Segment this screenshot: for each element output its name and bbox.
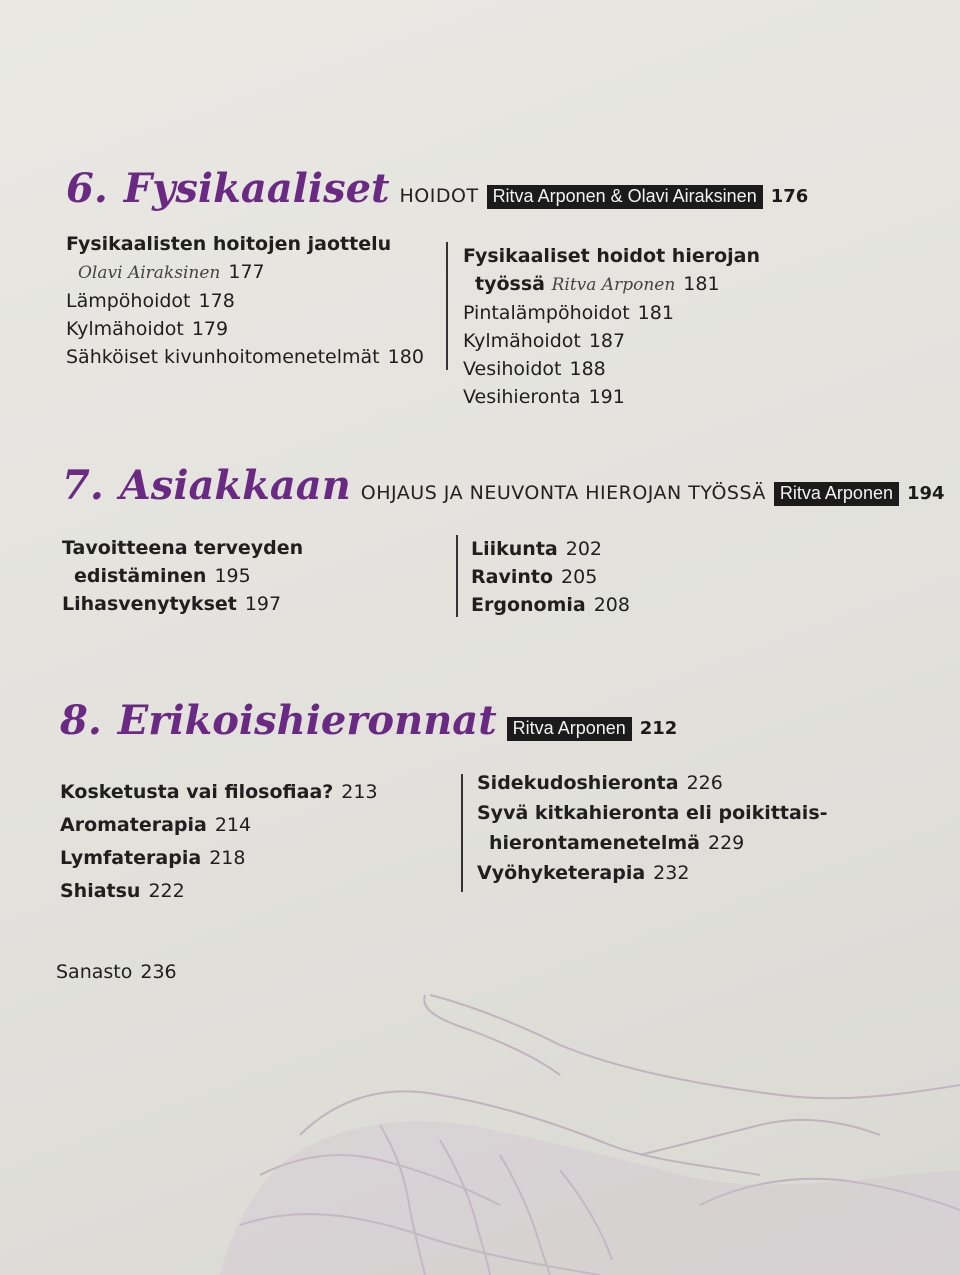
section-number: 6. [66,165,108,212]
toc-entry[interactable]: Olavi Airaksinen 177 [78,261,265,283]
hands-illustration [0,975,960,1275]
section-script-title: Fysikaaliset [123,165,390,212]
toc-entry[interactable]: Kylmähoidot 187 [463,330,626,352]
section-author-box: Ritva Arponen [507,717,632,741]
toc-entry[interactable]: Sähköiset kivunhoitomenetelmät 180 [66,346,424,368]
toc-entry[interactable]: työssä Ritva Arponen 181 [475,273,720,295]
section-script-title: Asiakkaan [119,462,351,509]
toc-entry[interactable]: Lymfaterapia 218 [60,847,246,869]
column-divider [446,242,448,370]
section-7-heading [62,462,945,509]
toc-entry[interactable]: Shiatsu 222 [60,880,185,902]
glossary-page: 236 [140,961,177,983]
section-caps-title: HOIDOT [399,185,479,207]
section-8-right-column [477,768,828,888]
section-author-box: Ritva Arponen [774,482,899,506]
section-script-title: Erikoishieronnat [117,697,497,744]
section-author-box: Ritva Arponen & Olavi Airaksinen [487,185,763,209]
column-divider [461,774,463,892]
section-8-heading [60,697,677,744]
toc-entry[interactable]: Liikunta 202 [471,538,602,560]
toc-entry[interactable]: Ergonomia 208 [471,594,630,616]
toc-entry[interactable]: Vyöhyketerapia 232 [477,862,690,884]
toc-entry[interactable]: Fysikaaliset hoidot hierojan [463,245,760,267]
section-page-number: 212 [639,718,678,739]
section-6-left-column [66,230,424,371]
toc-entry[interactable]: Kosketusta vai filosofiaa? 213 [60,781,378,803]
toc-entry[interactable]: Sidekudoshieronta 226 [477,772,723,794]
toc-entry[interactable]: Vesihieronta 191 [463,386,625,408]
section-6-right-column [463,242,760,411]
toc-entry[interactable]: Syvä kitkahieronta eli poikittais- [477,802,828,824]
section-page-number: 176 [770,186,809,207]
toc-entry[interactable]: Pintalämpöhoidot 181 [463,302,674,324]
section-7-right-column [471,535,630,619]
glossary-title: Sanasto [56,961,133,983]
section-8-left-column [60,776,378,908]
toc-entry[interactable]: Kylmähoidot 179 [66,318,229,340]
toc-entry[interactable]: hierontamenetelmä 229 [489,832,745,854]
toc-entry[interactable]: Fysikaalisten hoitojen jaottelu [66,233,392,255]
toc-entry[interactable]: Ravinto 205 [471,566,598,588]
toc-entry[interactable]: Lämpöhoidot 178 [66,290,235,312]
section-caps-title: OHJAUS JA NEUVONTA HIEROJAN TYÖSSÄ [360,482,766,504]
toc-entry[interactable]: Tavoitteena terveyden [62,537,304,559]
toc-entry[interactable]: Aromaterapia 214 [60,814,252,836]
section-7-left-column [62,534,303,618]
section-number: 8. [60,697,102,744]
toc-entry[interactable]: edistäminen 195 [74,565,251,587]
toc-entry[interactable]: Vesihoidot 188 [463,358,606,380]
toc-entry[interactable]: Lihasvenytykset 197 [62,593,282,615]
section-6-heading [66,165,808,212]
column-divider [456,535,458,617]
section-page-number: 194 [906,483,945,504]
section-number: 7. [62,462,104,509]
